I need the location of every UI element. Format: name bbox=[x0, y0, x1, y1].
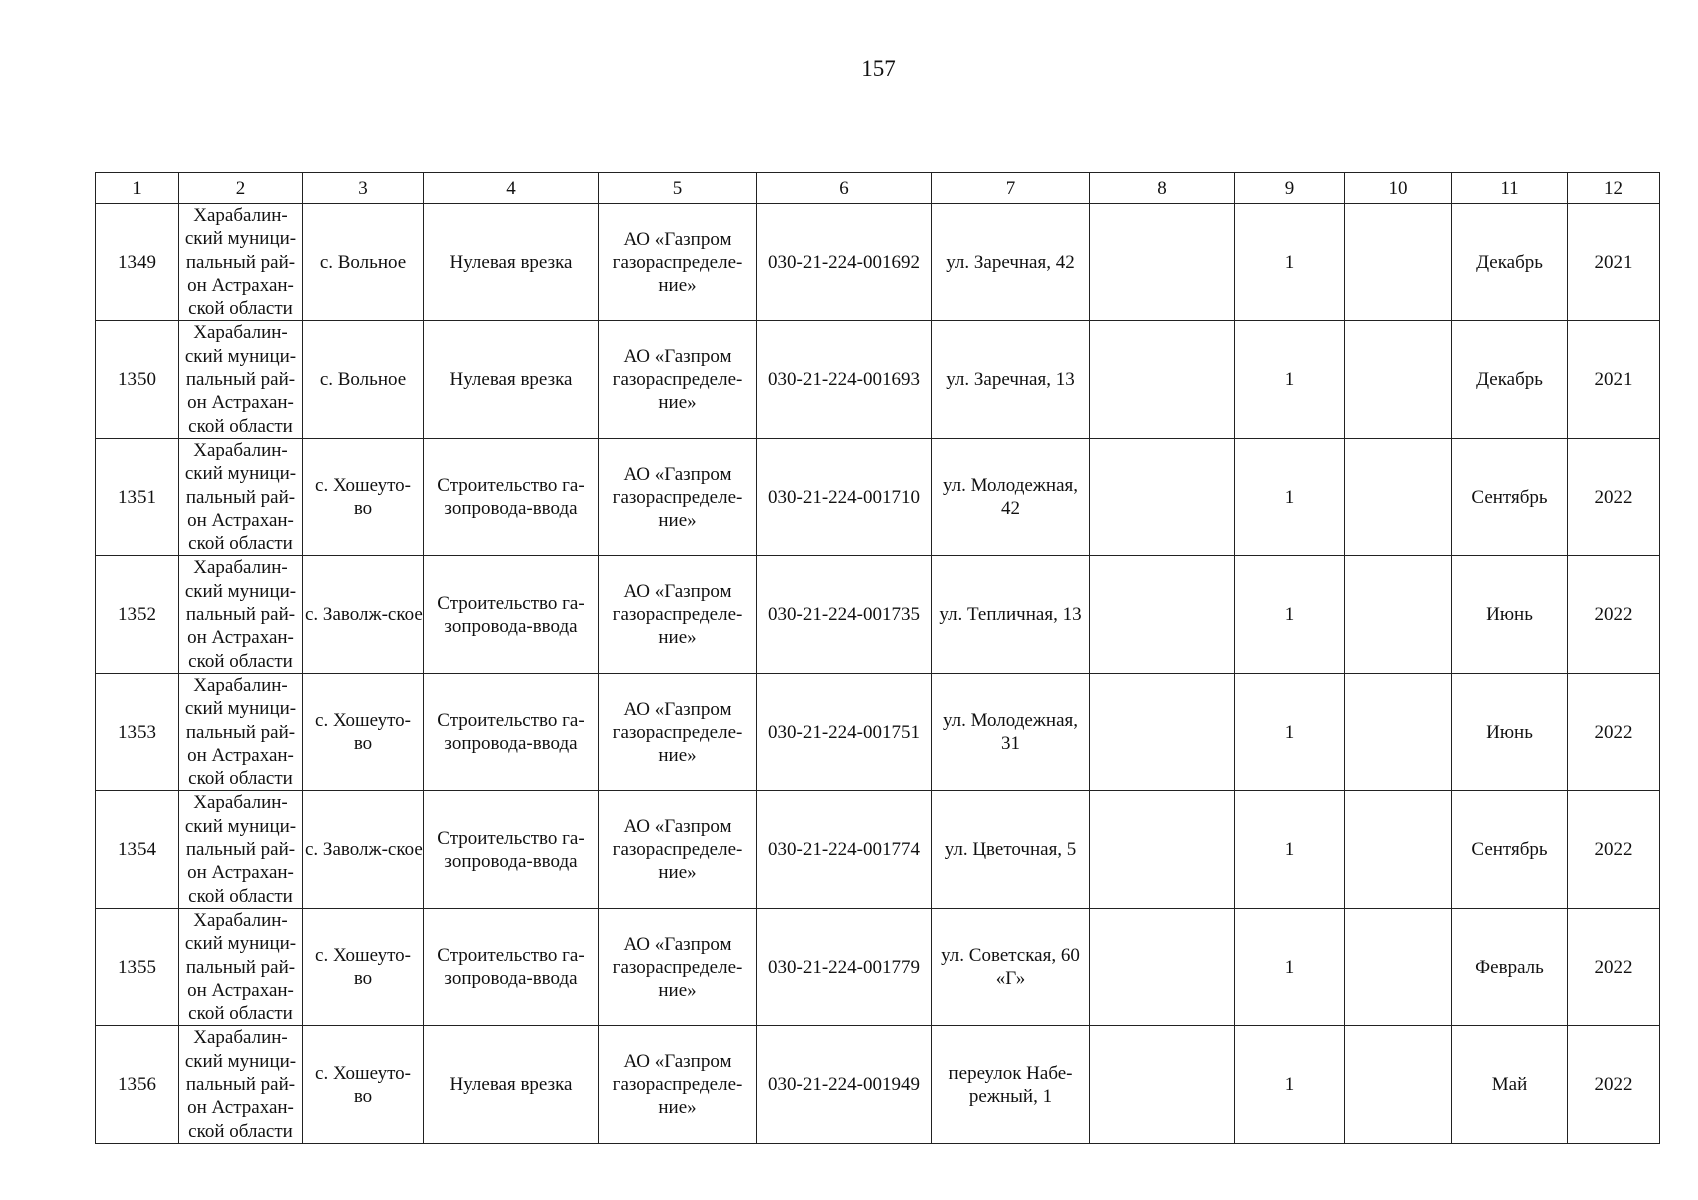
district-cell-line: Харабалин- bbox=[193, 557, 288, 579]
district-cell-line: ский муници- bbox=[184, 1050, 297, 1072]
column-header: 9 bbox=[1235, 173, 1345, 204]
address-cell-line: ул. Цветочная, 5 bbox=[944, 839, 1077, 861]
organization-cell-line: газораспределе- bbox=[612, 251, 743, 273]
district-cell-line: ской области bbox=[188, 533, 293, 555]
settlement-cell bbox=[303, 673, 424, 790]
address-cell bbox=[932, 1026, 1090, 1143]
organization-cell-line: газораспределе- bbox=[612, 839, 743, 861]
organization-cell-line: ние» bbox=[658, 509, 697, 531]
organization-cell bbox=[599, 438, 757, 555]
column-header: 12 bbox=[1568, 173, 1660, 204]
year-cell: 2022 bbox=[1568, 1026, 1660, 1143]
organization-cell-line: газораспределе- bbox=[612, 956, 743, 978]
organization-cell bbox=[599, 204, 757, 321]
column-header: 7 bbox=[932, 173, 1090, 204]
month-cell: Сентябрь bbox=[1452, 791, 1568, 908]
settlement-cell bbox=[303, 791, 424, 908]
settlement-cell-line: с. Заволж-ское bbox=[305, 839, 423, 861]
district-cell bbox=[179, 673, 303, 790]
district-cell-line: Харабалин- bbox=[193, 909, 288, 931]
table-row bbox=[96, 321, 1660, 438]
district-cell-line: ской области bbox=[188, 1003, 293, 1025]
work-type-cell-line: Нулевая врезка bbox=[449, 1074, 573, 1096]
column-header: 2 bbox=[179, 173, 303, 204]
column-10-cell bbox=[1345, 1026, 1452, 1143]
organization-cell-line: ние» bbox=[658, 392, 697, 414]
address-cell bbox=[932, 791, 1090, 908]
settlement-cell bbox=[303, 321, 424, 438]
work-type-cell-line: Строительство га- bbox=[437, 710, 585, 732]
column-8-cell bbox=[1090, 204, 1235, 321]
column-10-cell bbox=[1345, 556, 1452, 673]
organization-cell-line: АО «Газпром bbox=[623, 581, 732, 603]
column-header: 8 bbox=[1090, 173, 1235, 204]
district-cell-line: пальный рай- bbox=[185, 721, 296, 743]
work-type-cell bbox=[424, 438, 599, 555]
column-8-cell bbox=[1090, 1026, 1235, 1143]
address-cell bbox=[932, 438, 1090, 555]
settlement-cell-line: во bbox=[353, 733, 373, 755]
settlement-cell-line: с. Заволж-ское bbox=[305, 604, 423, 626]
district-cell-line: ский муници- bbox=[184, 463, 297, 485]
count-cell: 1 bbox=[1235, 321, 1345, 438]
data-table bbox=[95, 172, 1660, 1144]
district-cell-line: пальный рай- bbox=[185, 604, 296, 626]
settlement-cell-line: с. Хошеуто- bbox=[315, 475, 411, 497]
organization-cell-line: АО «Газпром bbox=[623, 228, 732, 250]
month-cell: Май bbox=[1452, 1026, 1568, 1143]
settlement-cell-line: с. Хошеуто- bbox=[315, 945, 411, 967]
district-cell-line: ской области bbox=[188, 298, 293, 320]
column-header: 11 bbox=[1452, 173, 1568, 204]
count-cell: 1 bbox=[1235, 908, 1345, 1025]
settlement-cell bbox=[303, 1026, 424, 1143]
organization-cell-line: АО «Газпром bbox=[623, 463, 732, 485]
object-code-cell: 030-21-224-001949 bbox=[757, 1026, 932, 1143]
row-number-cell: 1352 bbox=[96, 556, 179, 673]
organization-cell-line: газораспределе- bbox=[612, 486, 743, 508]
year-cell: 2022 bbox=[1568, 438, 1660, 555]
object-code-cell: 030-21-224-001693 bbox=[757, 321, 932, 438]
table-row bbox=[96, 556, 1660, 673]
work-type-cell-line: Нулевая врезка bbox=[449, 369, 573, 391]
settlement-cell-line: с. Вольное bbox=[319, 369, 407, 391]
row-number-cell: 1355 bbox=[96, 908, 179, 1025]
address-cell bbox=[932, 908, 1090, 1025]
work-type-cell-line: зопровода-ввода bbox=[444, 733, 578, 755]
address-cell bbox=[932, 556, 1090, 673]
column-header: 1 bbox=[96, 173, 179, 204]
work-type-cell-line: зопровода-ввода bbox=[444, 968, 578, 990]
address-cell-line: ул. Заречная, 13 bbox=[946, 369, 1075, 391]
address-cell-line: 31 bbox=[1001, 733, 1020, 755]
district-cell-line: он Астрахан- bbox=[187, 627, 294, 649]
table-row bbox=[96, 673, 1660, 790]
organization-cell-line: АО «Газпром bbox=[623, 933, 732, 955]
organization-cell-line: газораспределе- bbox=[612, 721, 743, 743]
district-cell bbox=[179, 204, 303, 321]
organization-cell-line: ние» bbox=[658, 627, 697, 649]
district-cell-line: ский муници- bbox=[184, 933, 297, 955]
count-cell: 1 bbox=[1235, 556, 1345, 673]
district-cell-line: он Астрахан- bbox=[187, 509, 294, 531]
district-cell bbox=[179, 321, 303, 438]
page-number: 157 bbox=[861, 56, 896, 81]
district-cell-line: ский муници- bbox=[184, 228, 297, 250]
district-cell-line: пальный рай- bbox=[185, 839, 296, 861]
row-number-cell: 1350 bbox=[96, 321, 179, 438]
district-cell-line: пальный рай- bbox=[185, 251, 296, 273]
column-header: 3 bbox=[303, 173, 424, 204]
district-cell-line: Харабалин- bbox=[193, 322, 288, 344]
district-cell bbox=[179, 791, 303, 908]
address-cell-line: 42 bbox=[1001, 498, 1020, 520]
row-number-cell: 1351 bbox=[96, 438, 179, 555]
work-type-cell bbox=[424, 791, 599, 908]
row-number-cell: 1354 bbox=[96, 791, 179, 908]
count-cell: 1 bbox=[1235, 1026, 1345, 1143]
district-cell bbox=[179, 908, 303, 1025]
work-type-cell-line: Строительство га- bbox=[437, 592, 585, 614]
address-cell-line: переулок Набе- bbox=[948, 1062, 1073, 1084]
work-type-cell bbox=[424, 556, 599, 673]
object-code-cell: 030-21-224-001774 bbox=[757, 791, 932, 908]
object-code-cell: 030-21-224-001751 bbox=[757, 673, 932, 790]
table-row bbox=[96, 204, 1660, 321]
settlement-cell-line: во bbox=[353, 498, 373, 520]
column-header: 5 bbox=[599, 173, 757, 204]
district-cell bbox=[179, 1026, 303, 1143]
district-cell-line: Харабалин- bbox=[193, 1027, 288, 1049]
work-type-cell-line: Строительство га- bbox=[437, 475, 585, 497]
row-number-cell: 1353 bbox=[96, 673, 179, 790]
work-type-cell-line: Строительство га- bbox=[437, 945, 585, 967]
district-cell-line: ской области bbox=[188, 650, 293, 672]
column-header: 10 bbox=[1345, 173, 1452, 204]
year-cell: 2021 bbox=[1568, 204, 1660, 321]
district-cell-line: он Астрахан- bbox=[187, 979, 294, 1001]
work-type-cell-line: Нулевая врезка bbox=[449, 251, 573, 273]
month-cell: Декабрь bbox=[1452, 204, 1568, 321]
year-cell: 2021 bbox=[1568, 321, 1660, 438]
district-cell-line: ской области bbox=[188, 768, 293, 790]
organization-cell bbox=[599, 321, 757, 438]
work-type-cell-line: зопровода-ввода bbox=[444, 615, 578, 637]
settlement-cell-line: с. Хошеуто- bbox=[315, 1062, 411, 1084]
settlement-cell-line: с. Вольное bbox=[319, 251, 407, 273]
work-type-cell bbox=[424, 321, 599, 438]
year-cell: 2022 bbox=[1568, 908, 1660, 1025]
district-cell-line: пальный рай- bbox=[185, 956, 296, 978]
district-cell bbox=[179, 556, 303, 673]
settlement-cell-line: с. Хошеуто- bbox=[315, 710, 411, 732]
count-cell: 1 bbox=[1235, 438, 1345, 555]
work-type-cell-line: Строительство га- bbox=[437, 827, 585, 849]
district-cell-line: ский муници- bbox=[184, 698, 297, 720]
district-cell-line: пальный рай- bbox=[185, 369, 296, 391]
object-code-cell: 030-21-224-001692 bbox=[757, 204, 932, 321]
district-cell-line: ской области bbox=[188, 885, 293, 907]
column-10-cell bbox=[1345, 791, 1452, 908]
row-number-cell: 1349 bbox=[96, 204, 179, 321]
district-cell-line: ской области bbox=[188, 415, 293, 437]
object-code-cell: 030-21-224-001735 bbox=[757, 556, 932, 673]
organization-cell-line: газораспределе- bbox=[612, 1074, 743, 1096]
district-cell-line: ский муници- bbox=[184, 345, 297, 367]
column-10-cell bbox=[1345, 204, 1452, 321]
column-10-cell bbox=[1345, 438, 1452, 555]
organization-cell-line: ние» bbox=[658, 744, 697, 766]
organization-cell bbox=[599, 791, 757, 908]
settlement-cell bbox=[303, 204, 424, 321]
address-cell bbox=[932, 204, 1090, 321]
district-cell-line: он Астрахан- bbox=[187, 862, 294, 884]
district-cell-line: пальный рай- bbox=[185, 486, 296, 508]
district-cell bbox=[179, 438, 303, 555]
organization-cell-line: ние» bbox=[658, 862, 697, 884]
organization-cell-line: АО «Газпром bbox=[623, 1051, 732, 1073]
table-body bbox=[96, 204, 1660, 1144]
table-row bbox=[96, 791, 1660, 908]
district-cell-line: пальный рай- bbox=[185, 1073, 296, 1095]
settlement-cell bbox=[303, 438, 424, 555]
district-cell-line: ский муници- bbox=[184, 815, 297, 837]
column-10-cell bbox=[1345, 673, 1452, 790]
district-cell-line: он Астрахан- bbox=[187, 1097, 294, 1119]
address-cell bbox=[932, 673, 1090, 790]
month-cell: Февраль bbox=[1452, 908, 1568, 1025]
organization-cell-line: газораспределе- bbox=[612, 604, 743, 626]
object-code-cell: 030-21-224-001710 bbox=[757, 438, 932, 555]
year-cell: 2022 bbox=[1568, 556, 1660, 673]
table-row bbox=[96, 438, 1660, 555]
address-cell-line: ул. Молодежная, bbox=[942, 710, 1079, 732]
column-10-cell bbox=[1345, 908, 1452, 1025]
organization-cell-line: ние» bbox=[658, 1097, 697, 1119]
column-8-cell bbox=[1090, 673, 1235, 790]
month-cell: Июнь bbox=[1452, 673, 1568, 790]
district-cell-line: он Астрахан- bbox=[187, 392, 294, 414]
organization-cell-line: АО «Газпром bbox=[623, 346, 732, 368]
column-10-cell bbox=[1345, 321, 1452, 438]
count-cell: 1 bbox=[1235, 204, 1345, 321]
district-cell-line: Харабалин- bbox=[193, 439, 288, 461]
column-header: 6 bbox=[757, 173, 932, 204]
count-cell: 1 bbox=[1235, 673, 1345, 790]
row-number-cell: 1356 bbox=[96, 1026, 179, 1143]
address-cell-line: ул. Советская, 60 bbox=[941, 945, 1080, 967]
address-cell bbox=[932, 321, 1090, 438]
table-row bbox=[96, 1026, 1660, 1143]
column-8-cell bbox=[1090, 791, 1235, 908]
district-cell-line: ской области bbox=[188, 1120, 293, 1142]
year-cell: 2022 bbox=[1568, 791, 1660, 908]
work-type-cell-line: зопровода-ввода bbox=[444, 850, 578, 872]
organization-cell bbox=[599, 908, 757, 1025]
organization-cell-line: газораспределе- bbox=[612, 369, 743, 391]
settlement-cell bbox=[303, 908, 424, 1025]
address-cell-line: ул. Заречная, 42 bbox=[946, 251, 1075, 273]
column-8-cell bbox=[1090, 556, 1235, 673]
work-type-cell bbox=[424, 1026, 599, 1143]
district-cell-line: Харабалин- bbox=[193, 205, 288, 226]
settlement-cell bbox=[303, 556, 424, 673]
column-8-cell bbox=[1090, 908, 1235, 1025]
organization-cell bbox=[599, 673, 757, 790]
month-cell: Июнь bbox=[1452, 556, 1568, 673]
address-cell-line: ул. Тепличная, 13 bbox=[939, 604, 1082, 626]
district-cell-line: Харабалин- bbox=[193, 792, 288, 814]
district-cell-line: он Астрахан- bbox=[187, 744, 294, 766]
table-row bbox=[96, 908, 1660, 1025]
table-header-row bbox=[96, 173, 1660, 204]
month-cell: Сентябрь bbox=[1452, 438, 1568, 555]
object-code-cell: 030-21-224-001779 bbox=[757, 908, 932, 1025]
settlement-cell-line: во bbox=[353, 968, 373, 990]
work-type-cell bbox=[424, 204, 599, 321]
address-cell-line: «Г» bbox=[995, 968, 1026, 990]
column-8-cell bbox=[1090, 438, 1235, 555]
address-cell-line: режный, 1 bbox=[968, 1085, 1053, 1107]
work-type-cell bbox=[424, 908, 599, 1025]
organization-cell-line: АО «Газпром bbox=[623, 698, 732, 720]
work-type-cell-line: зопровода-ввода bbox=[444, 498, 578, 520]
address-cell-line: ул. Молодежная, bbox=[942, 475, 1079, 497]
district-cell-line: ский муници- bbox=[184, 580, 297, 602]
column-header: 4 bbox=[424, 173, 599, 204]
work-type-cell bbox=[424, 673, 599, 790]
district-cell-line: он Астрахан- bbox=[187, 274, 294, 296]
organization-cell bbox=[599, 556, 757, 673]
organization-cell-line: ние» bbox=[658, 274, 697, 296]
settlement-cell-line: во bbox=[353, 1085, 373, 1107]
count-cell: 1 bbox=[1235, 791, 1345, 908]
year-cell: 2022 bbox=[1568, 673, 1660, 790]
column-8-cell bbox=[1090, 321, 1235, 438]
month-cell: Декабрь bbox=[1452, 321, 1568, 438]
organization-cell-line: АО «Газпром bbox=[623, 816, 732, 838]
organization-cell-line: ние» bbox=[658, 979, 697, 1001]
district-cell-line: Харабалин- bbox=[193, 674, 288, 696]
organization-cell bbox=[599, 1026, 757, 1143]
